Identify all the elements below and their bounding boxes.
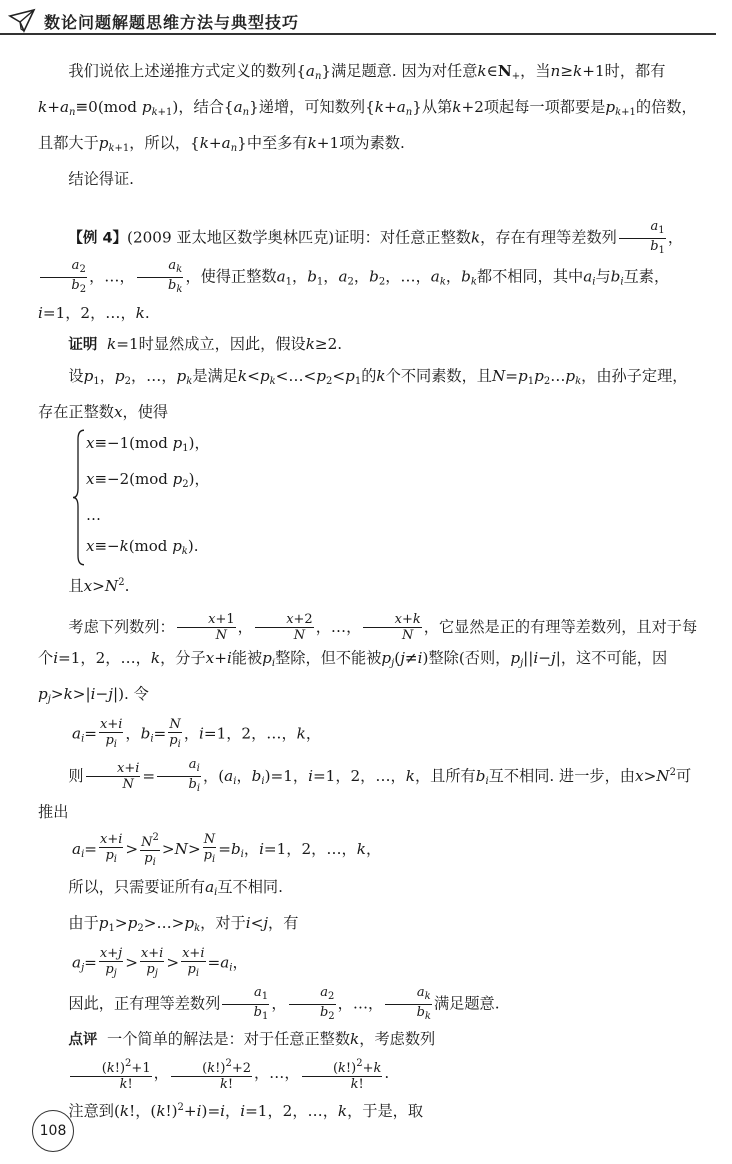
conclusion-line: 结论得证.	[68, 170, 134, 188]
page-header	[8, 6, 724, 36]
proof-start: 证明 k=1时显然成立，因此，假设k≥2.	[68, 334, 343, 353]
page-body	[38, 56, 702, 1127]
congruence-line: …	[86, 505, 101, 524]
congruence-line: x≡−1(mod $p_1$)，	[86, 433, 210, 454]
definition-ai-bi: $a_i=$ $\frac{x+i}{p_i}$ ，$b_i=$ $\frac{N}{p_i}$ ，i=1，2，…，k，	[72, 717, 322, 750]
congruence-line: x≡−k(mod $p_k$).	[86, 536, 199, 557]
paragraph-primes: 设$p_1$，$p_2$，…，$p_k$是满足$k<p_k<\dots<p_2<p_1$的k个不同素数，且$N=p_1p_2\dots p_k$，由孙子定理，存在正整数x，使得	[38, 366, 688, 421]
aj-inequality: $a_j=$ $\frac{x+j}{p_j}$ > $\frac{x+i}{p_j}$ > $\frac{x+i}{p_i}$ $=a_i$，	[72, 945, 248, 979]
paper-plane-icon	[8, 7, 36, 35]
paragraph-then: 则 $\frac{x+i}{N}$ = $\frac{a_i}{b_i}$ ，($a_i$，$b_i)=1$，i=1，2，…，k，且所有$b_i$互不相同. 进一步，由$x>N^2$可推出	[38, 757, 692, 821]
hence-line: 因此，正有理等差数列 $\frac{a_1}{b_1}$ ， $\frac{a_2}{b_2}$ ，…， $\frac{a_k}{b_k}$ 满足题意.	[68, 985, 500, 1022]
paragraph-consider: 考虑下列数列： $\frac{x+1}{N}$ ， $\frac{x+2}{N}$ ，…， $\frac{x+k}{N}$ ，它显然是正的有理等差数列，且对于每个i=1，2，…，k，分子x+i能被$p_i$整除，但不能被$p_j(j\ne i)$整除(否则，$p_j||i-j|$，这不可能，因$p_j>k>|i-j|$). 令	[38, 612, 698, 705]
remark-sequence: $\frac{(k!)^2+1}{k!}$ ， $\frac{(k!)^2+2}{k!}$ ，…， $\frac{(k!)^2+k}{k!}$ .	[38, 1056, 702, 1092]
so-line: 所以，只需要证所有$a_i$互不相同.	[68, 877, 283, 898]
page-number: 108	[32, 1110, 74, 1152]
note-line: 注意到(k!，$(k!)^2+i)=i$，i=1，2，…，k，于是，取	[68, 1102, 424, 1120]
header-rule	[0, 33, 716, 35]
condition-line: 且$x>N^2$.	[68, 576, 130, 595]
book-title: 数论问题解题思维方法与典型技巧	[44, 12, 300, 32]
since-line: 由于$p_1>p_2>\dots>p_k$，对于i<j，有	[68, 913, 299, 934]
congruence-system	[38, 428, 702, 567]
example-label: 【例 4】	[68, 230, 128, 247]
example-4-statement: 【例 4】(2009 亚太地区数学奥林匹克)证明：对任意正整数k，存在有理等差数列 $\frac{a_1}{b_1}$ ， $\frac{a_2}{b_2}$ ，…， $\frac{a_k}{b_k}$ ，使得正整数$a_1$，$b_1$，$a_2$，$b_2$，…，$a_k$，$b_k$都不相同，其中$a_i$与$b_i$互素，i=1，2，…，k.	[38, 219, 684, 322]
left-brace-icon	[72, 428, 86, 567]
inequality-chain: $a_i=$ $\frac{x+i}{p_i}$ > $\frac{N^2}{p_i}$ >N> $\frac{N}{p_i}$ $=b_i$，i=1，2，…，k，	[72, 831, 382, 868]
congruence-line: x≡−2(mod $p_2$)，	[86, 469, 210, 490]
remark-line: 点评 一个简单的解法是：对于任意正整数k，考虑数列	[68, 1030, 436, 1048]
paragraph-sequence-definition: 我们说依上述递推方式定义的数列$\{a_n\}$满足题意. 因为对任意$k\in N_+$，当n≥k+1时，都有$k+a_n\equiv 0(mod$ $p_{k+1}$)，结合$\{a_n\}$递增，可知数列$\{k+a_n\}$从第k+2项起每一项都要是$p_{k+1}$的倍数，且都大于$p_{k+1}$，所以，$\{k+a_n\}$中至多有k+1项为素数.	[38, 62, 697, 154]
remark-label: 点评	[68, 1032, 98, 1048]
proof-label: 证明	[68, 336, 98, 353]
